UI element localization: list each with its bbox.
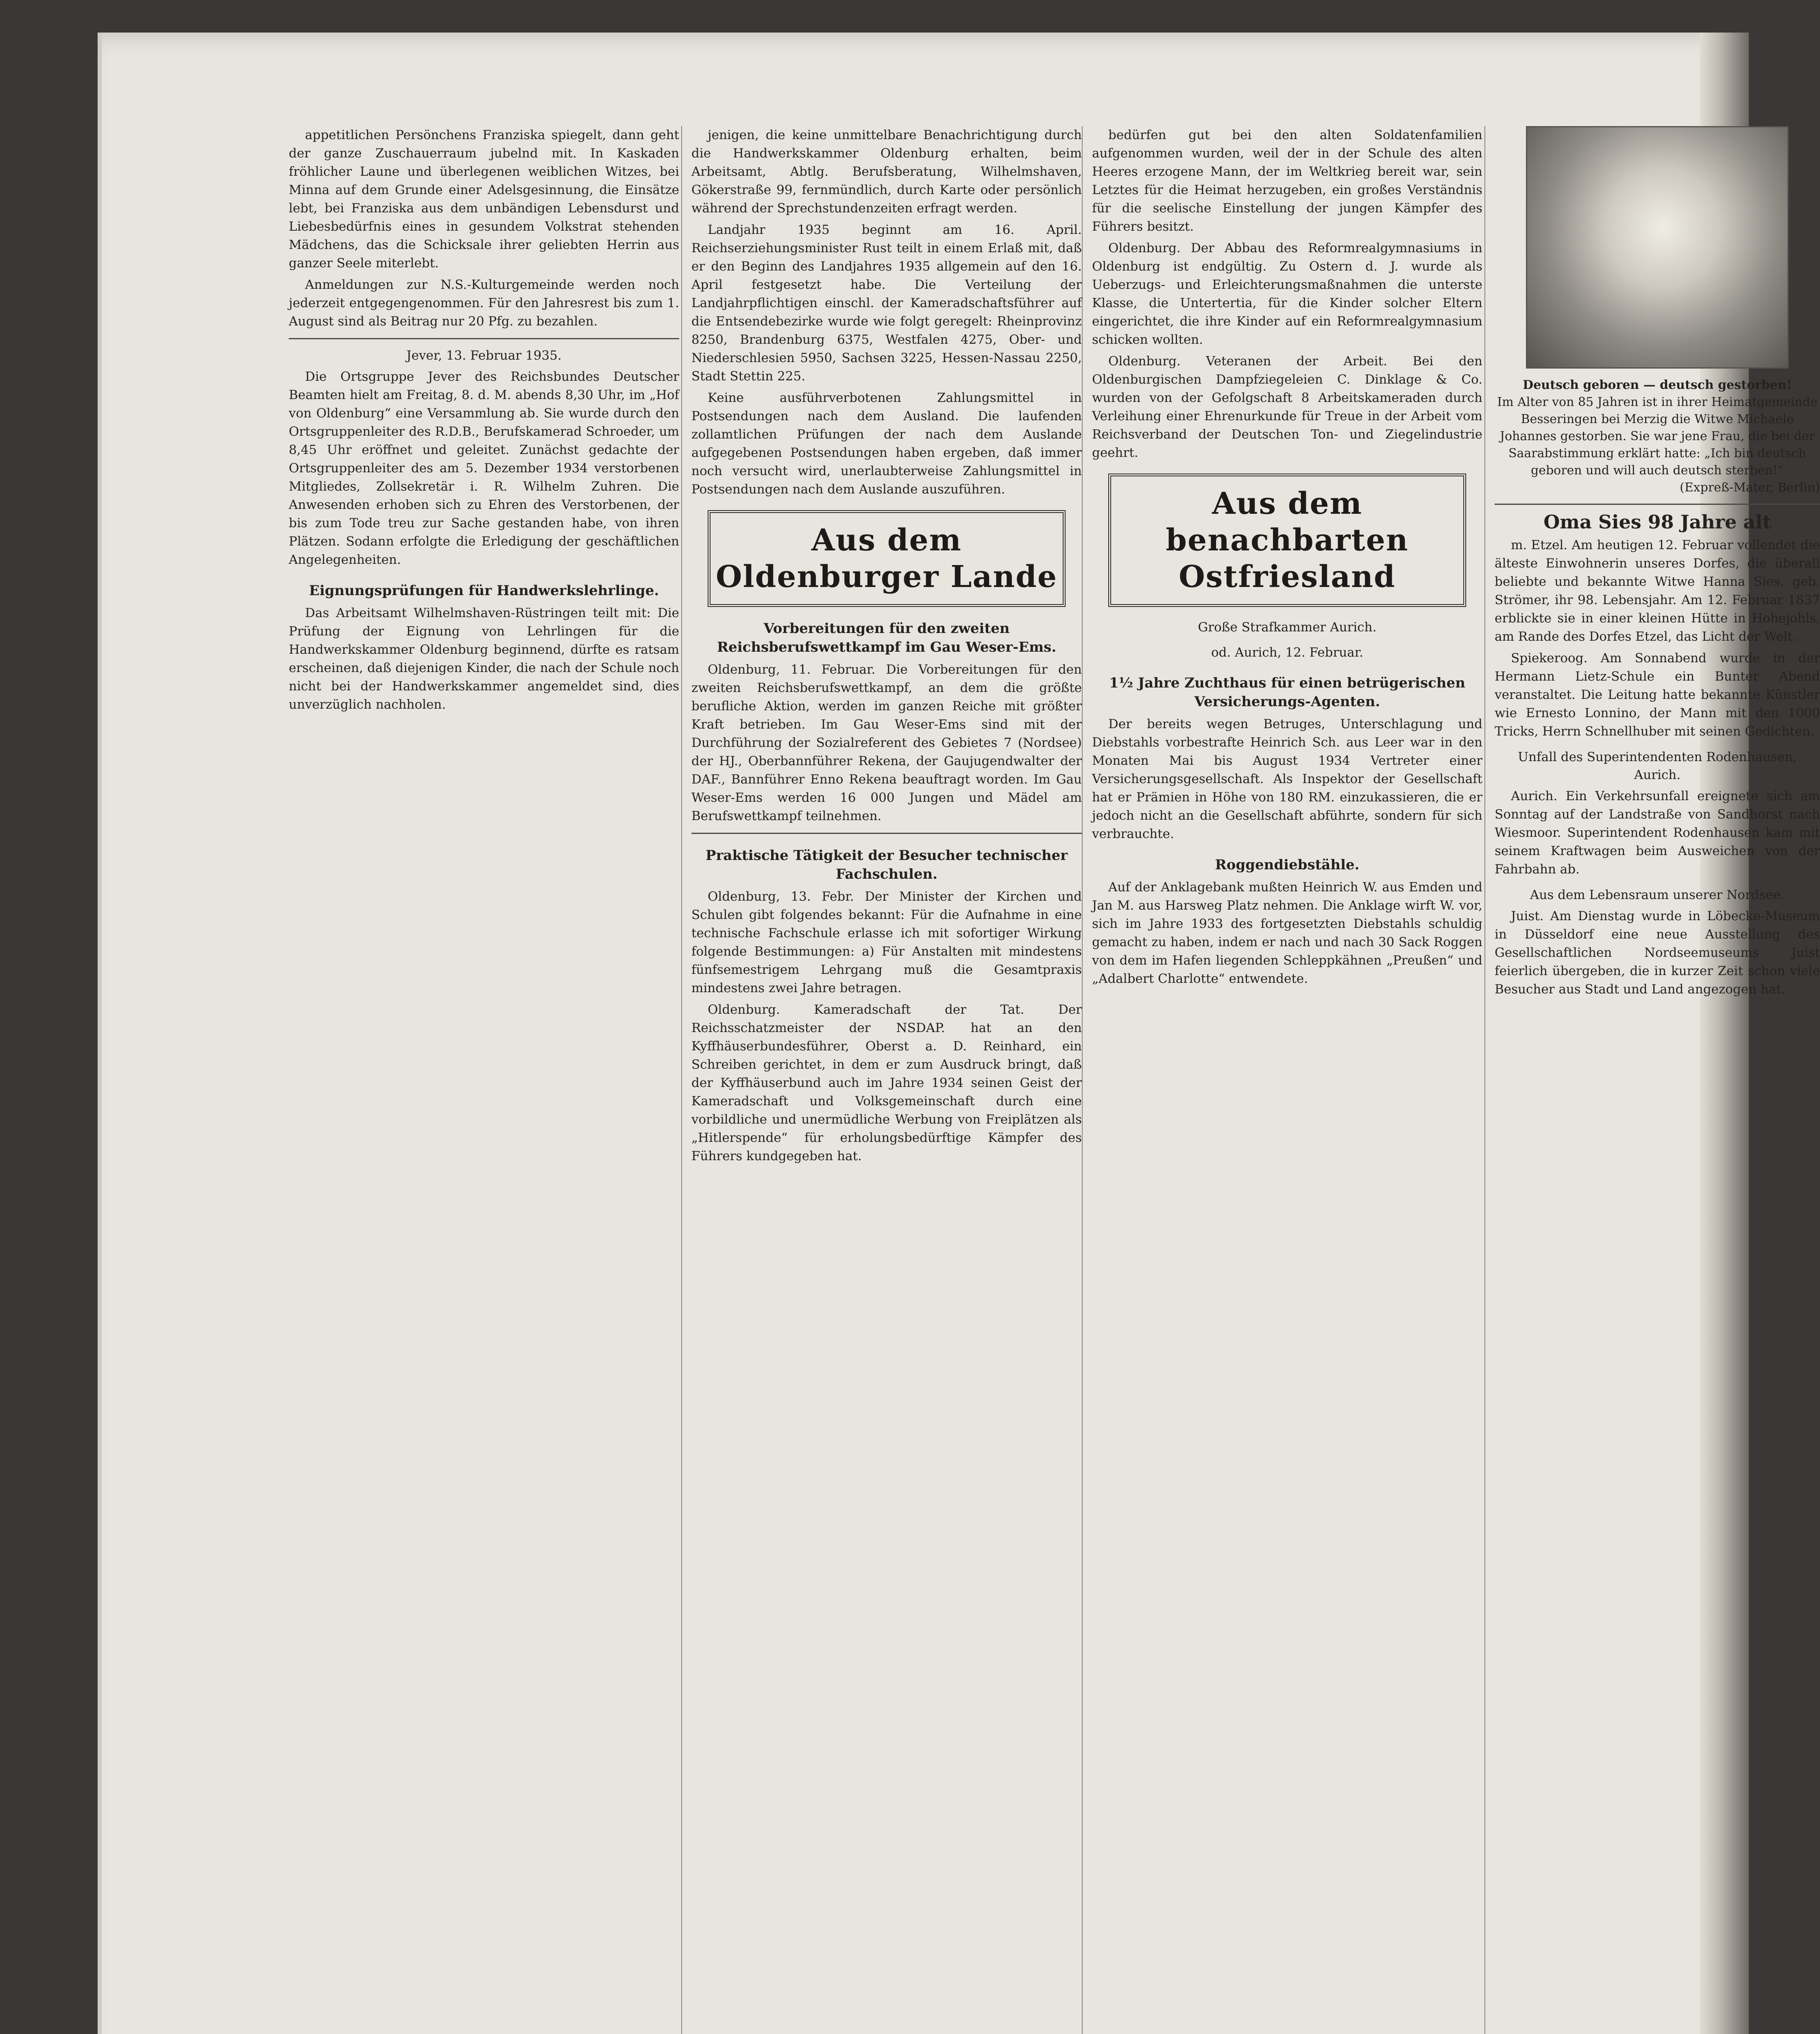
dateline: Jever, 13. Februar 1935. bbox=[406, 348, 562, 363]
rule bbox=[1495, 504, 1820, 505]
article-text: Die Ortsgruppe Jever des Reichsbundes Deutscher Beamten hielt am Freitag, 8. d. M. abends 8,30 Uhr, im „Hof von Oldenburg“ eine Versammlung ab. Sie wurde durch den Ortsgruppenleiter des R.D.B., Berufskamerad Schroeder, um 8,45 Uhr eröffnet und geleitet. Zunächst gedachte der Ortsgruppenleiter des am 5. Dezember 1934 verstorbenen Mitgliedes, Zollsekretär i. R. Wilhelm Zuhren. Die Anwesenden erhoben sich zu Ehren des Verstorbenen, der bis zum Tode treu zur Sache gestanden habe, von ihren Plätzen. Sodann erfolgte die Erledigung der geschäftlichen Angelegenheiten. bbox=[289, 369, 679, 567]
article-text: Oldenburg, 11. Februar. Die Vorbereitungen für den zweiten Reichsberufswettkampf, an dem die größte berufliche Aktion, werden im ganzen Reiche mit größter Kraft betrieben. Im Gau Weser-Ems sind mit der Durchführung der Sozialreferent des Gebietes 7 (Nordsee) der HJ., Oberbannführer Rekena, der Gaujugendwalter der DAF., Bannführer Enno Rekena beauftragt worden. Im Gau Weser-Ems werden 16 000 Jungen und Mädel am Berufswettkampf teilnehmen. bbox=[691, 662, 1082, 823]
column-3 bbox=[1092, 126, 1482, 991]
column-2 bbox=[691, 126, 1082, 1169]
photo-caption-title: Deutsch geboren — deutsch gestorben! bbox=[1523, 378, 1792, 392]
article-heading: Aus dem Lebensraum unserer Nordsee. bbox=[1530, 888, 1785, 902]
article-text: Juist. Am Dienstag wurde in Löbecke-Museum in Düsseldorf eine neue Ausstellung des Gesellschaftlichen Nordseemuseums Juist feierlich übergeben, die in kurzer Zeit schon viele Besucher aus Stadt und Land angezogen hat. bbox=[1495, 909, 1820, 997]
article-text: jenigen, die keine unmittelbare Benachrichtigung durch die Handwerkskammer Oldenburg erhalten, beim Arbeitsamt, Abtlg. Berufsberatung, Wilhelmshaven, Gökerstraße 99, fernmündlich, durch Karte oder persönlich während der Sprechstundenzeiten erfragt werden. bbox=[691, 128, 1082, 216]
rule bbox=[691, 833, 1082, 834]
article-heading: Oma Sies 98 Jahre alt bbox=[1543, 511, 1771, 533]
article-text: Spiekeroog. Am Sonnabend wurde in der Hermann Lietz-Schule ein Bunter Abend veranstaltet. Die Leitung hatte bekannte Künstler wie Ernesto Lonnino, der Mann mit den 1000 Tricks, Herrn Schnellhuber mit seinen Gedichten. bbox=[1495, 651, 1820, 739]
article-heading: Roggendiebstähle. bbox=[1215, 857, 1360, 873]
article-heading: Unfall des Superintendenten Rodenhausen, Aurich. bbox=[1518, 750, 1797, 782]
column-1 bbox=[289, 126, 679, 717]
article-heading: Große Strafkammer Aurich. bbox=[1198, 620, 1377, 635]
article-text: Das Arbeitsamt Wilhelmshaven-Rüstringen teilt mit: Die Prüfung der Eignung von Lehrlingen für die Handwerkskammer Oldenburg beginnend, dürfte es ratsam erscheinen, daß diejenigen Kinder, die nach der Schule noch nicht bei der Handwerkskammer angemeldet sind, dies unverzüglich nachholen. bbox=[289, 606, 679, 712]
article-text: Oldenburg. Der Abbau des Reformrealgymnasiums in Oldenburg ist endgültig. Zu Ostern d. J. wurde als Ueberzugs- und Erleichterungsmaßnahmen die unterste Klasse, die Untertertia, für die Kinder solcher Eltern eingerichtet, die ihre Kinder auf ein Reformrealgymnasium schicken wollten. bbox=[1092, 241, 1482, 347]
section-banner: Aus dem Oldenburger Lande bbox=[708, 510, 1066, 607]
article-heading: Eignungsprüfungen für Handwerkslehrlinge. bbox=[309, 583, 659, 599]
column-4 bbox=[1495, 126, 1820, 1002]
article-text: Keine ausführverbotenen Zahlungsmittel in Postsendungen nach dem Ausland. Die laufenden zollamtlichen Prüfungen der nach dem Auslande aufgegebenen Postsendungen haben ergeben, daß immer noch versucht wird, unerlaubterweise Zahlungsmittel in Postsendungen nach dem Auslande auszuführen. bbox=[691, 391, 1082, 497]
article-text: Anmeldungen zur N.S.-Kulturgemeinde werden noch jederzeit entgegengenommen. Für den Jahresrest bis zum 1. August sind als Beitrag nur 20 Pfg. zu bezahlen. bbox=[289, 277, 679, 329]
section-banner: Aus dem benachbarten Ostfriesland bbox=[1108, 474, 1466, 607]
article-text: Oldenburg. Veteranen der Arbeit. Bei den Oldenburgischen Dampfziegeleien C. Dinklage & Co. wurden von der Gefolgschaft 8 Arbeitskameraden durch Verleihung einer Ehrenurkunde für Treue in der Arbeit vom Reichsverband der Deutschen Ton- und Ziegelindustrie geehrt. bbox=[1092, 354, 1482, 460]
column-divider bbox=[1484, 126, 1485, 2034]
article-text: Aurich. Ein Verkehrsunfall ereignete sich am Sonntag auf der Landstraße von Sandhorst nach Wiesmoor. Superintendent Rodenhausen kam mit seinem Kraftwagen beim Ausweichen von der Fahrbahn ab. bbox=[1495, 789, 1820, 877]
article-text: Landjahr 1935 beginnt am 16. April. Reichserziehungsminister Rust teilt in einem Erlaß mit, daß er den Beginn des Landjahres 1935 allgemein auf den 16. April festgesetzt habe. Die Verteilung der Landjahrpflichtigen einschl. der Kameradschaftsführer auf die Entsendebezirke wurde wie folgt geregelt: Rheinprovinz 8250, Brandenburg 6375, Westfalen 4275, Ober- und Niederschlesien 5950, Sachsen 3225, Hessen-Nassau 2250, Stadt Stettin 225. bbox=[691, 223, 1082, 384]
rule bbox=[289, 338, 679, 339]
article-subheading: od. Aurich, 12. Februar. bbox=[1211, 645, 1364, 660]
article-heading: Vorbereitungen für den zweiten Reichsberufswettkampf im Gau Weser-Ems. bbox=[717, 620, 1057, 655]
article-text: m. Etzel. Am heutigen 12. Februar vollendet die älteste Einwohnerin unseres Dorfes, die überall beliebte und bekannte Witwe Hanna Sies, geb. Strömer, ihr 98. Lebensjahr. Am 12. Februar 1837 erblickte sie in einer kleinen Hütte in Hohejohls, am Rande des Dorfes Etzel, das Licht der Welt. bbox=[1495, 538, 1820, 644]
photo-caption: Im Alter von 85 Jahren ist in ihrer Heimatgemeinde Besseringen bei Merzig die Witwe Michaele Johannes gestorben. Sie war jene Frau, die bei der Saarabstimmung erklärt hatte: „Ich bin deutsch geboren und will auch deutsch sterben!“ bbox=[1497, 395, 1818, 478]
article-heading: 1½ Jahre Zuchthaus für einen betrügerischen Versicherungs-Agenten. bbox=[1109, 675, 1465, 710]
article-text: Oldenburg. Kameradschaft der Tat. Der Reichsschatzmeister der NSDAP. hat an den Kyffhäuserbundesführer, Oberst a. D. Reinhard, ein Schreiben gerichtet, in dem er zum Ausdruck bringt, daß der Kyffhäuserbund auch im Jahre 1934 seinen Geist der Kameradschaft und Volksgemeinschaft durch eine vorbildliche und unermüdliche Werbung von Freiplätzen als „Hitlerspende“ für erholungsbedürftige Kämpfer des Führers kundgegeben hat. bbox=[691, 1002, 1082, 1163]
article-text: Oldenburg, 13. Febr. Der Minister der Kirchen und Schulen gibt folgendes bekannt: Für die Aufnahme in eine technische Fachschule erlasse ich mit sofortiger Wirkung folgende Bestimmungen: a) Für Anstalten mit mindestens fünfsemestrigem Lehrgang muß die Gesamtpraxis mindestens zwei Jahre betragen. bbox=[691, 889, 1082, 995]
article-heading: Praktische Tätigkeit der Besucher technischer Fachschulen. bbox=[705, 847, 1068, 882]
article-text: Der bereits wegen Betruges, Unterschlagung und Diebstahls vorbestrafte Heinrich Sch. aus Leer war in den Monaten Mai bis August 1934 Vertreter einer Versicherungsgesellschaft. Als Inspektor der Gesellschaft hat er Prämien in Höhe von 180 RM. einzukassieren, die er jedoch nicht an die Gesellschaft abführte, sondern für sich verbrauchte. bbox=[1092, 717, 1482, 841]
article-text: appetitlichen Persönchens Franziska spiegelt, dann geht der ganze Zuschauerraum jubelnd mit. In Kaskaden fröhlicher Laune und überlegenen weiblichen Witzes, bei Minna auf dem Grunde einer Adelsgesinnung, die Einsätze lebt, bei Franziska aus dem unbändigen Lebensdurst und Liebesbedürfnis eines in gesundem Volkstrat stehenden Mädchens, das die Schicksale ihrer geliebten Herrin aus ganzer Seele miterlebt. bbox=[289, 128, 679, 271]
photo-credit: (Expreß-Mater, Berlin) bbox=[1680, 480, 1820, 495]
column-divider bbox=[681, 126, 682, 2034]
article-text: bedürfen gut bei den alten Soldatenfamilien aufgenommen wurden, weil der in der Schule des alten Heeres erzogene Mann, der im Weltkrieg bereit war, sein Letztes für die Heimat herzugeben, ein großes Verständnis für die seelische Einstellung der jungen Kämpfer des Führers besitzt. bbox=[1092, 128, 1482, 234]
column-divider bbox=[1082, 126, 1083, 2034]
newspaper-page bbox=[98, 33, 1820, 2034]
article-text: Auf der Anklagebank mußten Heinrich W. aus Emden und Jan M. aus Harsweg Platz nehmen. Die Anklage wirft W. vor, sich im Jahre 1933 des fortgesetzten Diebstahls schuldig gemacht zu haben, indem er nach und nach 30 Sack Roggen von dem im Hafen liegenden Schleppkähnen „Preußen“ und „Adalbert Charlotte“ entwendete. bbox=[1092, 880, 1482, 986]
portrait-photo bbox=[1526, 126, 1789, 369]
